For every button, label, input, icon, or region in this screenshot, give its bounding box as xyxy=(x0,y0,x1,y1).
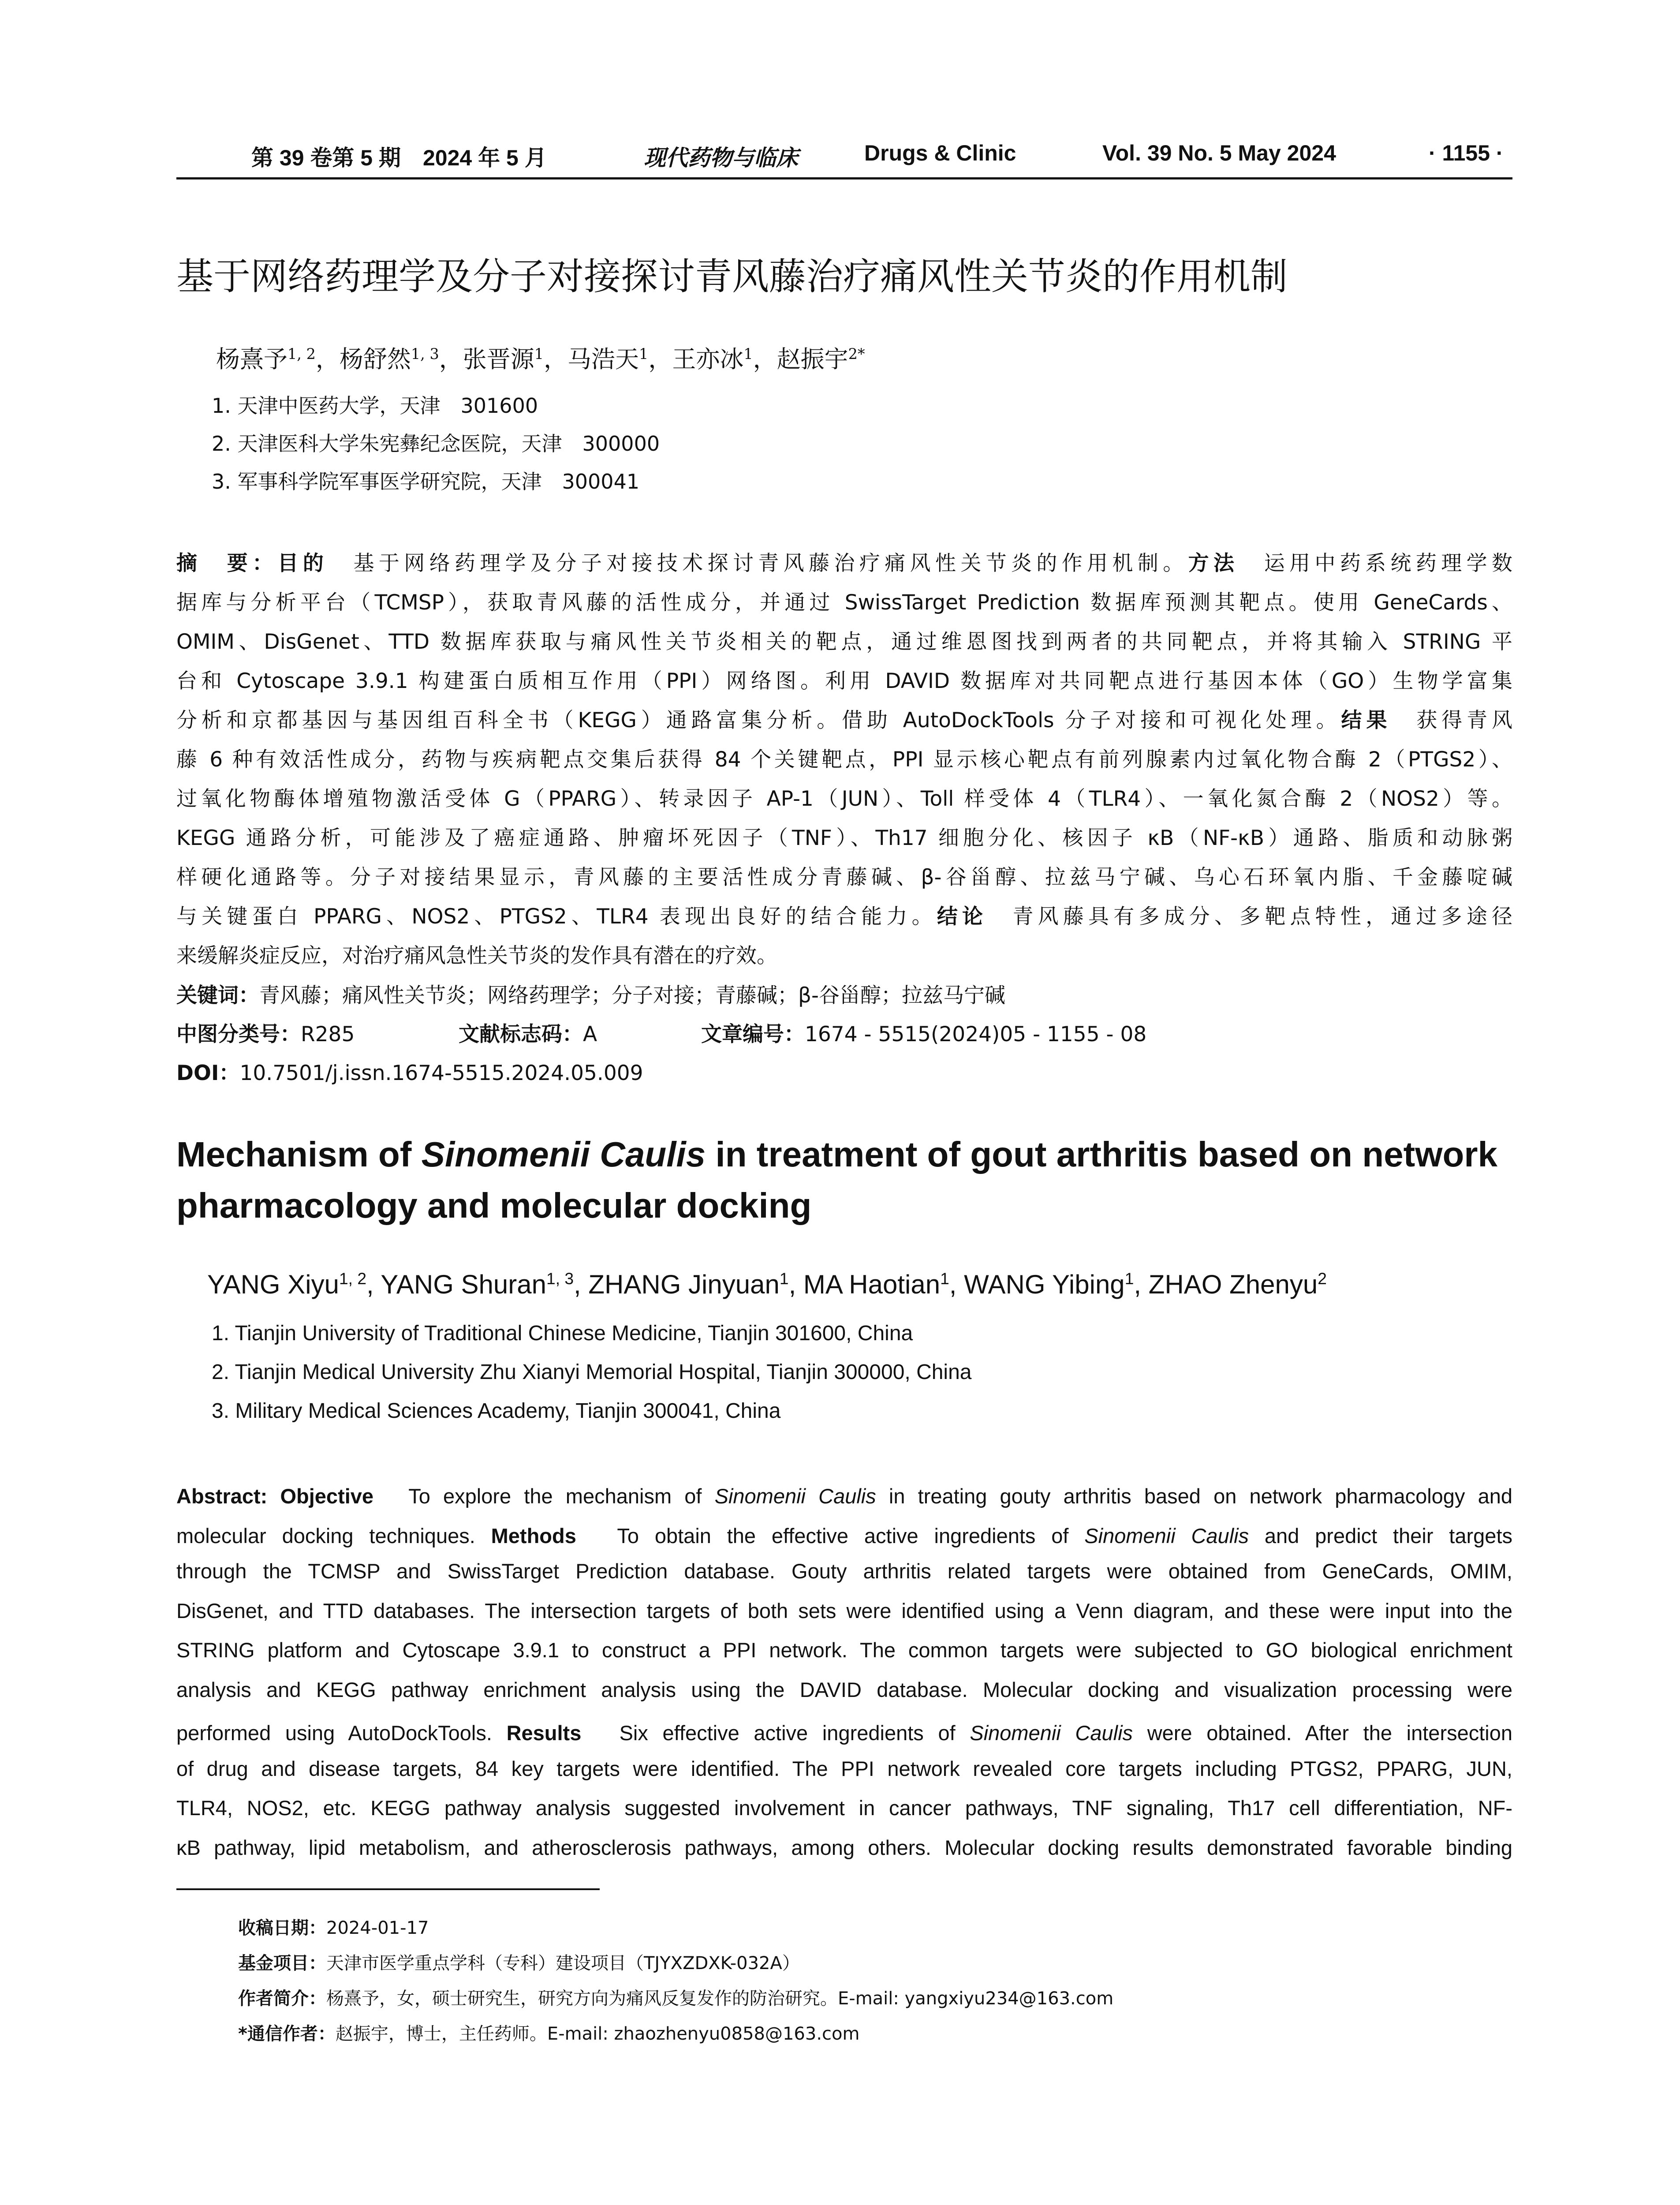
en-authors xyxy=(207,1269,1327,1300)
abstract-line xyxy=(176,704,1512,743)
footnote-text: 赵振宇，博士，主任药师。E-mail: zhaozhenyu0858@163.com xyxy=(335,2024,860,2044)
abstract-line xyxy=(176,1599,1512,1638)
author-separator: , xyxy=(788,1270,803,1299)
section-label: Methods xyxy=(491,1524,576,1547)
cn-article-number xyxy=(701,1018,1146,1047)
header-volume-cn: 第 39 卷第 5 期 2024 年 5 月 xyxy=(251,146,547,170)
abstract-line xyxy=(176,1678,1512,1717)
header-journal-cn: 现代药物与临床 xyxy=(644,145,798,171)
abstract-line xyxy=(176,822,1512,860)
footnote-rule xyxy=(176,1888,600,1890)
author-separator: , xyxy=(1134,1270,1149,1299)
author-affiliation-mark: 1 xyxy=(779,1269,789,1288)
en-title xyxy=(176,1129,1512,1231)
doi-value: 10.7501/j.issn.1674-5515.2024.05.009 xyxy=(239,1061,643,1085)
abstract-line xyxy=(176,1559,1512,1599)
cn-doi xyxy=(176,1057,643,1086)
text-run: 获得青风 xyxy=(1391,708,1512,733)
en-title-pre: Mechanism of xyxy=(176,1135,422,1174)
author-name: YANG Shuran xyxy=(381,1270,547,1299)
text-run: 青风藤具有多成分、多靶点特性，通过多途径 xyxy=(987,904,1512,929)
text-run: molecular docking techniques. xyxy=(176,1524,491,1547)
section-label: Results xyxy=(506,1721,582,1745)
abstract-line xyxy=(176,1520,1512,1559)
text-run: 过氧化物酶体增殖物激活受体 G（PPARG）、转录因子 AP-1（JUN）、Toll 样受体 4（TLR4）、一氧化氮合酶 2（NOS2）等。 xyxy=(176,787,1512,811)
text-run: TLR4, NOS2, etc. KEGG pathway analysis suggested involvement in cancer pathways, TNF signaling, Th17 cell differentiation, NF- xyxy=(176,1796,1512,1820)
author-affiliation-mark: 1, 2 xyxy=(287,345,316,363)
cn-affiliation-2: 2. 天津医科大学朱宪彝纪念医院，天津 300000 xyxy=(212,432,660,456)
author-affiliation-mark: 1 xyxy=(639,345,649,363)
abstract-line xyxy=(176,547,1512,586)
species-name: Sinomenii Caulis xyxy=(970,1721,1133,1745)
author-affiliation-mark: 1, 3 xyxy=(411,345,439,363)
footnote-author-bio xyxy=(238,1984,1113,2010)
header-journal-en: Drugs & Clinic xyxy=(864,141,1016,165)
author-name: 王亦冰 xyxy=(672,345,744,373)
text-run: of drug and disease targets, 84 key targets were identified. The PPI network revealed core targets including PTGS2, PPARG, JUN, xyxy=(176,1757,1512,1780)
author-name: 张晋源 xyxy=(463,345,534,373)
author-affiliation-mark: 1 xyxy=(743,345,753,363)
species-name: Sinomenii Caulis xyxy=(714,1484,876,1508)
section-label: 方法 xyxy=(1188,551,1239,576)
text-run: 运用中药系统药理学数 xyxy=(1239,551,1512,576)
en-affiliation-3: 3. Military Medical Sciences Academy, Tianjin 300041, China xyxy=(212,1399,781,1423)
text-run: performed using AutoDockTools. xyxy=(176,1721,507,1745)
text-run: in treating gouty arthritis based on network pharmacology and xyxy=(876,1484,1512,1508)
abstract-line xyxy=(176,1796,1512,1835)
text-run: 藤 6 种有效活性成分，药物与疾病靶点交集后获得 84 个关键靶点，PPI 显示核心靶点有前列腺素内过氧化物合酶 2（PTGS2）、 xyxy=(176,747,1512,772)
author-separator: ， xyxy=(648,345,672,373)
text-run: through the TCMSP and SwissTarget Prediction database. Gouty arthritis related targets were obtained from GeneCards, OMIM, xyxy=(176,1559,1512,1583)
footnote-received xyxy=(238,1914,429,1939)
article-no-value: 1674 - 5515(2024)05 - 1155 - 08 xyxy=(805,1022,1147,1046)
en-title-post: in treatment of gout arthritis based on network pharmacology and molecular docking xyxy=(176,1135,1497,1225)
text-run: OMIM、DisGenet、TTD 数据库获取与痛风性关节炎相关的靶点，通过维恩图找到两者的共同靶点，并将其输入 STRING 平 xyxy=(176,630,1512,654)
running-header xyxy=(176,140,1512,176)
author-name: 杨熹予 xyxy=(216,345,287,373)
author-name: 马浩天 xyxy=(567,345,639,373)
abstract-line xyxy=(176,743,1512,782)
text-run: To obtain the effective active ingredients of xyxy=(576,1524,1085,1547)
author-separator: , xyxy=(574,1270,589,1299)
author-separator: ， xyxy=(315,345,340,373)
doi-label: DOI： xyxy=(176,1061,240,1085)
cn-affiliation-1: 1. 天津中医药大学，天津 301600 xyxy=(212,394,538,418)
author-name: ZHAO Zhenyu xyxy=(1148,1270,1318,1299)
abstract-line xyxy=(176,665,1512,703)
text-run: KEGG 通路分析，可能涉及了癌症通路、肿瘤坏死因子（TNF）、Th17 细胞分化、核因子 κB（NF-κB）通路、脂质和动脉粥 xyxy=(176,826,1512,850)
abstract-line xyxy=(176,900,1512,939)
section-label: 目的 xyxy=(277,551,329,576)
abstract-line xyxy=(176,1757,1512,1796)
clc-value: R285 xyxy=(301,1022,355,1046)
text-run: 据库与分析平台（TCMSP），获取青风藤的活性成分，并通过 SwissTarget Prediction 数据库预测其靶点。使用 GeneCards、 xyxy=(176,590,1512,615)
text-run: 基于网络药理学及分子对接技术探讨青风藤治疗痛风性关节炎的作用机制。 xyxy=(328,551,1188,576)
cn-doc-code xyxy=(459,1018,597,1047)
abstract-line xyxy=(176,1638,1512,1678)
cn-authors xyxy=(216,340,865,374)
author-name: ZHANG Jinyuan xyxy=(588,1270,780,1299)
clc-label: 中图分类号： xyxy=(176,1022,301,1046)
species-name: Sinomenii Caulis xyxy=(1084,1524,1249,1547)
author-affiliation-mark: 1 xyxy=(1124,1269,1134,1288)
cn-title: 基于网络药理学及分子对接探讨青风藤治疗痛风性关节炎的作用机制 xyxy=(176,255,1288,298)
text-run: were obtained. After the intersection xyxy=(1133,1721,1512,1745)
header-page-number: · 1155 · xyxy=(1429,141,1504,165)
author-affiliation-mark: 2 xyxy=(1318,1269,1327,1288)
footnote-funding xyxy=(238,1949,800,1974)
footnote-text: 2024-01-17 xyxy=(326,1918,429,1938)
abstract-line xyxy=(176,586,1512,625)
text-run: To explore the mechanism of xyxy=(373,1484,715,1508)
footnote-text: 杨熹予，女，硕士研究生，研究方向为痛风反复发作的防治研究。E-mail: yangxiyu234@163.com xyxy=(326,1988,1114,2009)
author-name: WANG Yibing xyxy=(964,1270,1125,1299)
abstract-line xyxy=(176,625,1512,664)
text-run: κB pathway, lipid metabolism, and atherosclerosis pathways, among others. Molecular docking results demonstrated favorable binding xyxy=(176,1835,1512,1859)
text-run: 与关键蛋白 PPARG、NOS2、PTGS2、TLR4 表现出良好的结合能力。 xyxy=(176,904,937,929)
text-run: STRING platform and Cytoscape 3.9.1 to construct a PPI network. The common targets were subjected to GO biological enrichment xyxy=(176,1638,1512,1662)
section-label: Abstract: Objective xyxy=(176,1484,374,1508)
text-run: and predict their targets xyxy=(1249,1524,1512,1547)
section-label: 结果 xyxy=(1341,708,1392,733)
author-separator: ， xyxy=(544,345,568,373)
footnote-corresponding xyxy=(238,2020,859,2045)
footnote-label: 基金项目： xyxy=(238,1953,326,1973)
doc-code-value: A xyxy=(583,1022,597,1046)
author-name: 赵振宇 xyxy=(777,345,848,373)
author-affiliation-mark: 1 xyxy=(534,345,544,363)
en-title-italic: Sinomenii Caulis xyxy=(421,1135,706,1174)
author-name: 杨舒然 xyxy=(339,345,411,373)
author-affiliation-mark: 1, 2 xyxy=(339,1269,367,1288)
author-name: MA Haotian xyxy=(803,1270,941,1299)
author-separator: ， xyxy=(753,345,777,373)
abstract-line xyxy=(176,939,1512,978)
abstract-line xyxy=(176,861,1512,900)
author-name: YANG Xiyu xyxy=(207,1270,339,1299)
cn-keywords xyxy=(176,979,1005,1009)
author-separator: ， xyxy=(439,345,463,373)
author-separator: , xyxy=(366,1270,381,1299)
text-run: 样硬化通路等。分子对接结果显示，青风藤的主要活性成分青藤碱、β-谷甾醇、拉兹马宁碱、乌心石环氧内脂、千金藤啶碱 xyxy=(176,865,1512,889)
text-run: 分析和京都基因与基因组百科全书（KEGG）通路富集分析。借助 AutoDockTools 分子对接和可视化处理。 xyxy=(176,708,1341,733)
text-run: analysis and KEGG pathway enrichment analysis using the DAVID database. Molecular docking and visualization processing were xyxy=(176,1678,1512,1701)
header-volume-en: Vol. 39 No. 5 May 2024 xyxy=(1102,141,1336,165)
doc-code-label: 文献标志码： xyxy=(459,1022,583,1046)
author-affiliation-mark: 1 xyxy=(940,1269,949,1288)
footnote-text: 天津市医学重点学科（专科）建设项目（TJYXZDXK-032A） xyxy=(326,1953,800,1973)
abstract-line xyxy=(176,1835,1512,1875)
footnote-label: 收稿日期： xyxy=(238,1918,326,1938)
en-affiliation-1: 1. Tianjin University of Traditional Chinese Medicine, Tianjin 301600, China xyxy=(212,1322,913,1345)
keywords-text: 青风藤；痛风性关节炎；网络药理学；分子对接；青藤碱；β-谷甾醇；拉兹马宁碱 xyxy=(259,983,1005,1008)
abstract-label: 摘 要： xyxy=(176,551,278,576)
keywords-label: 关键词： xyxy=(176,983,259,1008)
footnote-label: 作者简介： xyxy=(238,1988,326,2009)
en-affiliation-2: 2. Tianjin Medical University Zhu Xianyi Memorial Hospital, Tianjin 300000, China xyxy=(212,1360,972,1384)
text-run: 来缓解炎症反应，对治疗痛风急性关节炎的发作具有潜在的疗效。 xyxy=(176,944,777,968)
footnote-label: *通信作者： xyxy=(238,2024,336,2044)
abstract-line xyxy=(176,782,1512,821)
author-affiliation-mark: 2* xyxy=(848,345,865,363)
cn-classification xyxy=(176,1018,355,1047)
abstract-line xyxy=(176,1480,1512,1520)
article-no-label: 文章编号： xyxy=(701,1022,805,1046)
header-rule xyxy=(176,177,1512,179)
cn-affiliation-3: 3. 军事科学院军事医学研究院，天津 300041 xyxy=(212,470,640,493)
author-separator: , xyxy=(949,1270,964,1299)
author-affiliation-mark: 1, 3 xyxy=(546,1269,574,1288)
text-run: DisGenet, and TTD databases. The intersection targets of both sets were identified using a Venn diagram, and these were input into the xyxy=(176,1599,1512,1622)
text-run: Six effective active ingredients of xyxy=(581,1721,970,1745)
text-run: 台和 Cytoscape 3.9.1 构建蛋白质相互作用（PPI）网络图。利用 DAVID 数据库对共同靶点进行基因本体（GO）生物学富集 xyxy=(176,669,1512,693)
section-label: 结论 xyxy=(937,904,988,929)
abstract-line xyxy=(176,1717,1512,1757)
